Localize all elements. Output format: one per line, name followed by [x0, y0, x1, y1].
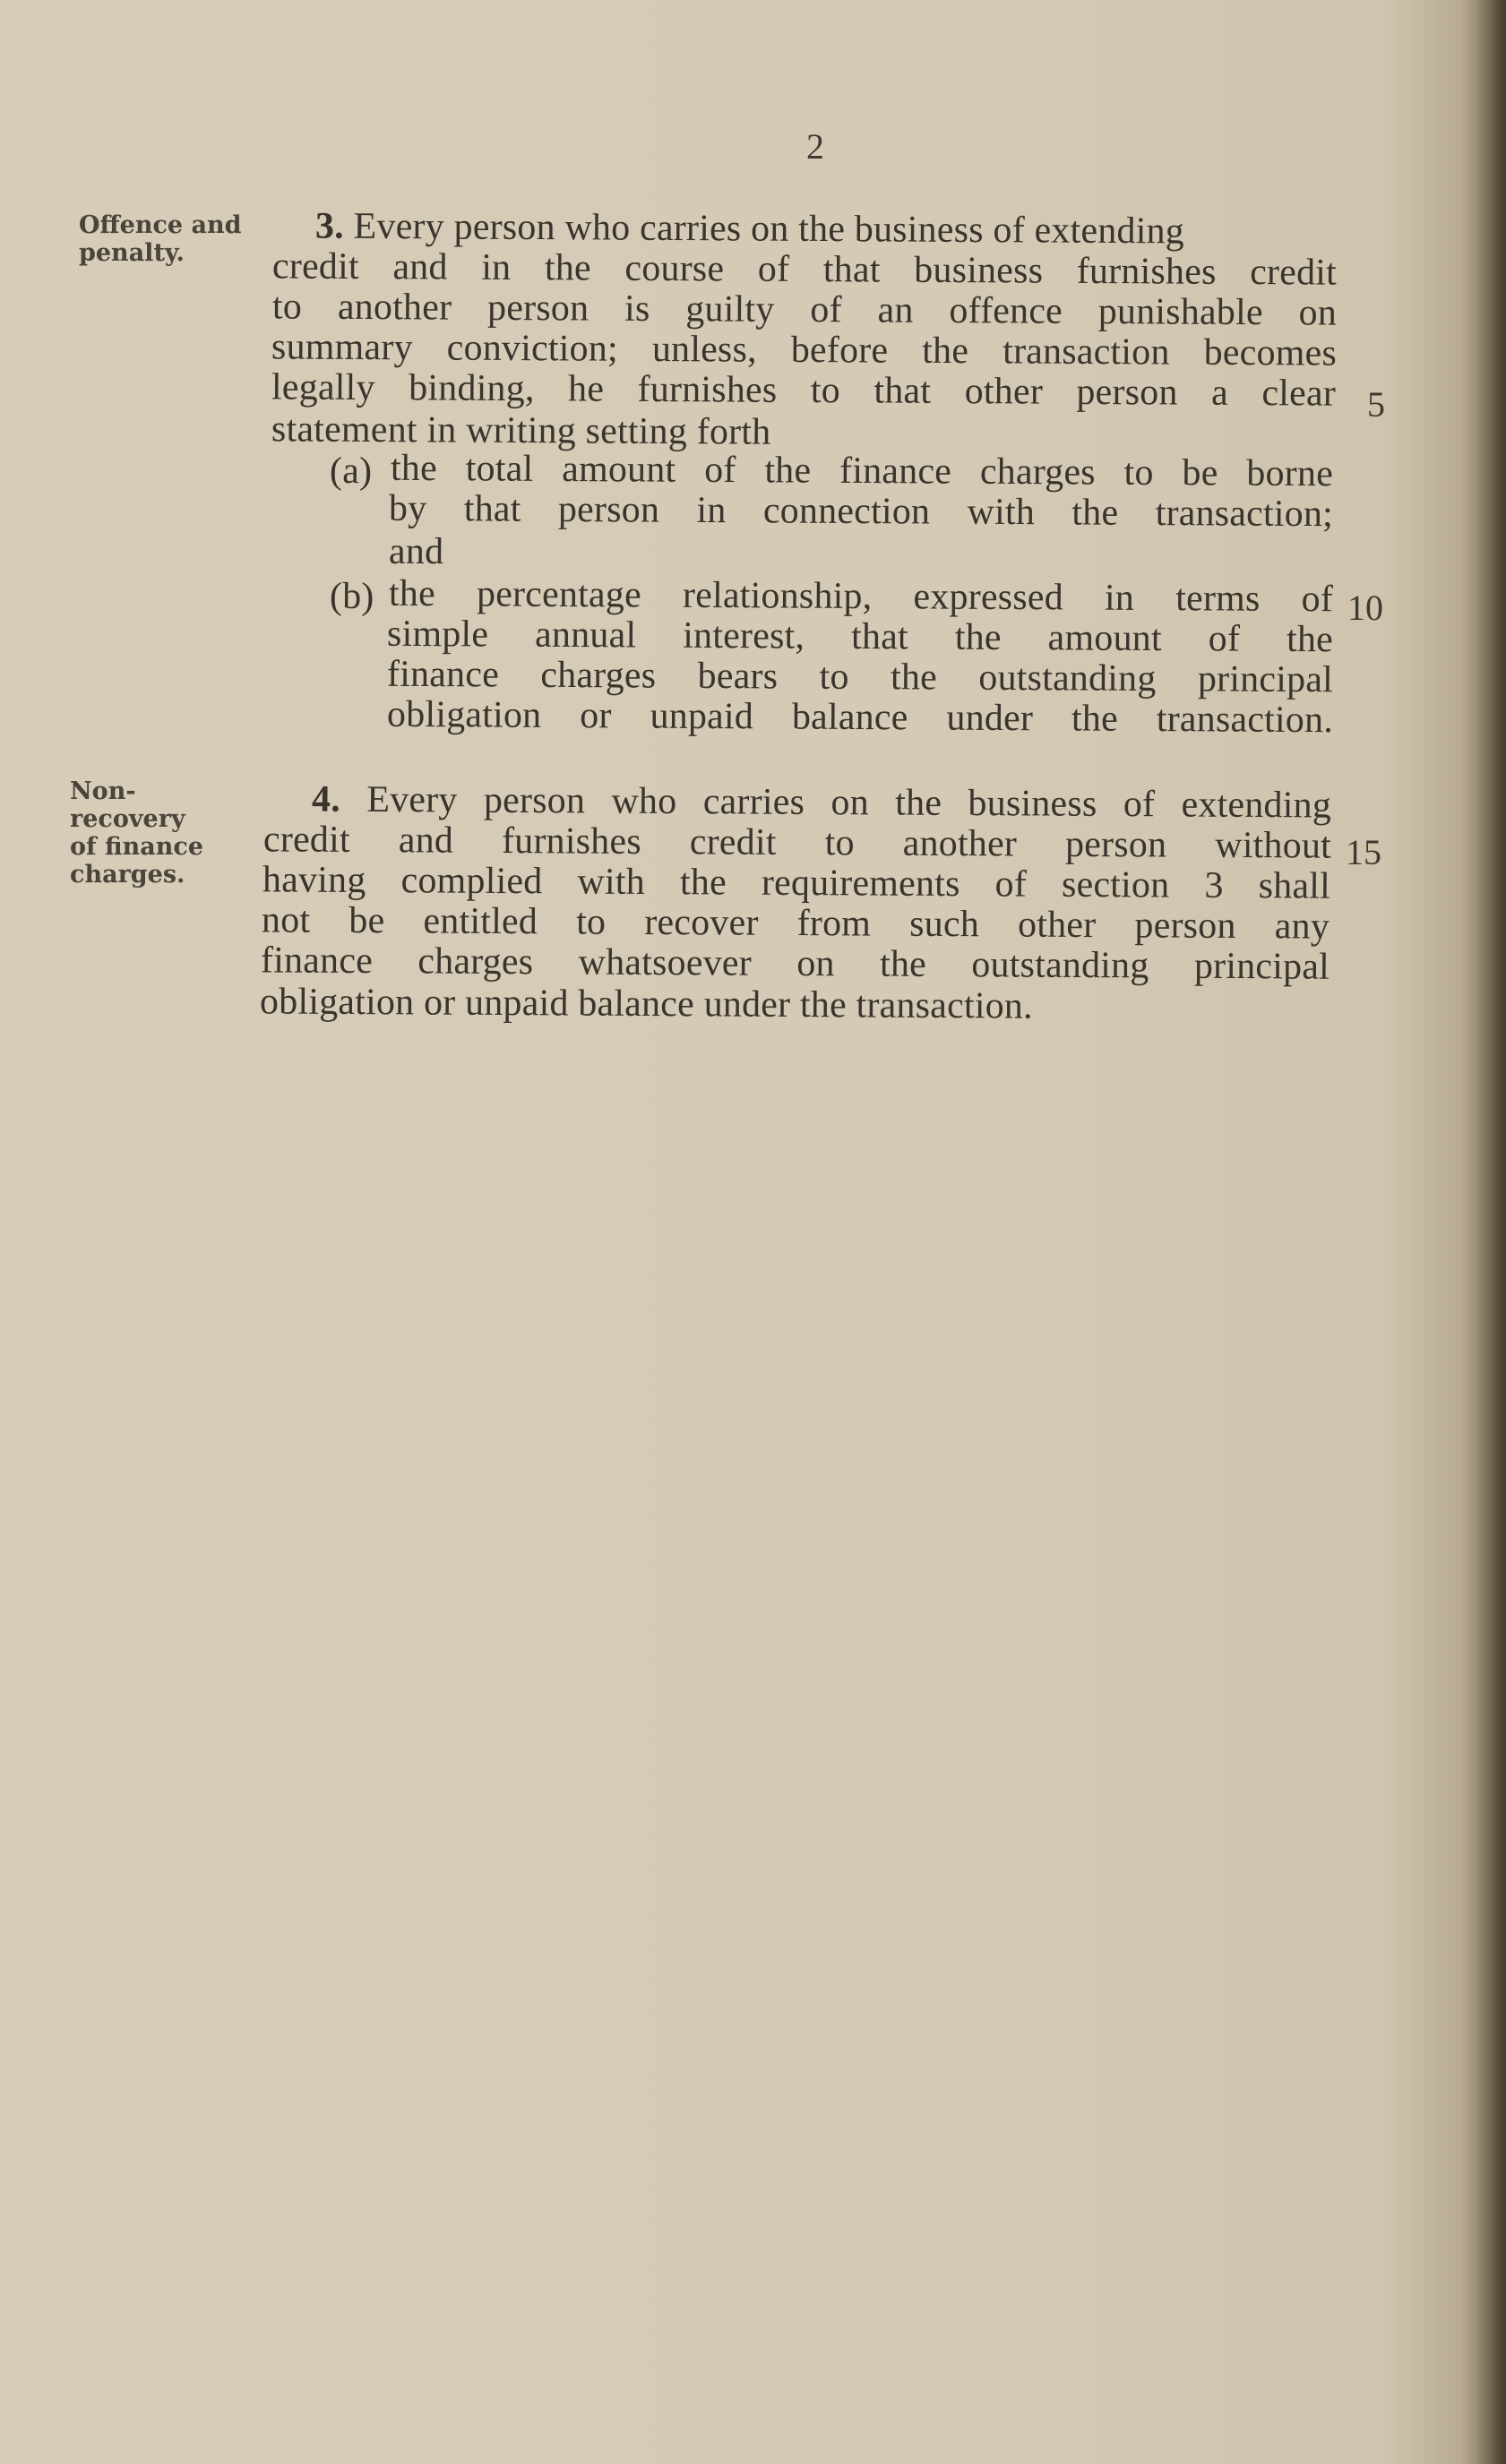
- text-line: Every person who carries on the business of extending: [353, 205, 1185, 253]
- line-number-15: 15: [1346, 832, 1381, 872]
- margin-note-line: recovery: [70, 805, 185, 833]
- item-a-line-1: the total amount of the finance charges to be borne: [390, 447, 1334, 495]
- margin-note-line: of finance: [70, 833, 204, 861]
- section-3-line-3: to another person is guilty of an offence punishable on: [271, 286, 1338, 334]
- margin-note-offence: [79, 211, 258, 267]
- margin-note-line: charges.: [70, 861, 185, 889]
- line-number-5: 5: [1367, 384, 1385, 425]
- section-4-line-6: obligation or unpaid balance under the transaction.: [259, 981, 1033, 1027]
- page-number: 2: [806, 126, 824, 167]
- text-line: Every person who carries on the business of extending: [366, 778, 1332, 827]
- item-a-line-3: and: [388, 530, 444, 573]
- item-a-line-2: by that person in connection with the transaction;: [388, 487, 1334, 536]
- section-4-line-2: credit and furnishes credit to another person without: [262, 819, 1332, 867]
- item-b-line-4: obligation or unpaid balance under the transaction.: [386, 693, 1334, 742]
- margin-note-nonrecovery: [70, 777, 249, 889]
- section-4-line-3: having complied with the requirements of section 3 shall: [262, 859, 1331, 907]
- section-number: 4.: [311, 778, 341, 820]
- margin-note-line: Non-: [70, 777, 136, 805]
- line-number-10: 10: [1347, 588, 1383, 628]
- item-b-line-1: the percentage relationship, expressed in terms of: [388, 572, 1334, 621]
- section-3-line-5: legally binding, he furnishes to that other person a clear: [271, 366, 1337, 415]
- item-b-line-2: simple annual interest, that the amount of the: [386, 613, 1334, 661]
- section-3-line-2: credit and in the course of that business furnishes credit: [271, 245, 1338, 294]
- margin-note-line: Offence and: [79, 211, 242, 239]
- section-4-line-4: not be entitled to recover from such other person any: [261, 899, 1330, 948]
- margin-note-line: penalty.: [79, 239, 185, 267]
- section-3-line-6: statement in writing setting forth: [271, 408, 771, 453]
- item-a-label: (a): [329, 450, 373, 493]
- section-number: 3.: [314, 205, 345, 247]
- section-4-line-5: finance charges whatsoever on the outstanding principal: [260, 940, 1330, 988]
- page-edge-shadow: [1476, 0, 1506, 2464]
- item-b-label: (b): [329, 575, 374, 618]
- item-b-line-3: finance charges bears to the outstanding principal: [386, 653, 1334, 701]
- section-3-line-4: summary conviction; unless, before the transaction becomes: [271, 326, 1338, 374]
